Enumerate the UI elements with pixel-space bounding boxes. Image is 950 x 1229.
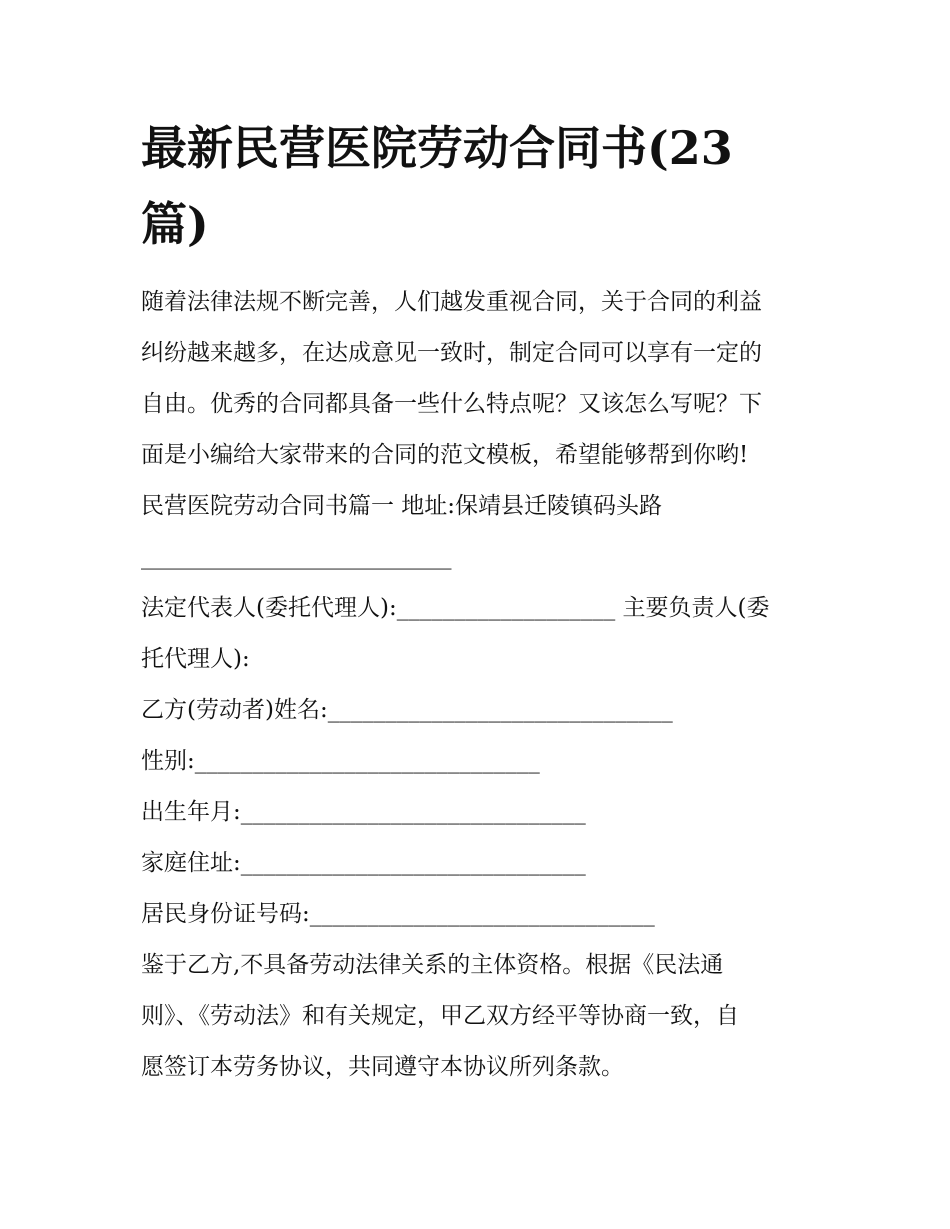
legal-representative-line: 法定代表人(委托代理人):___________________ 主要负责人(委 [141, 595, 770, 621]
title-line-1: 最新民营医院劳动合同书(23 [141, 121, 733, 175]
body-line-1: 随着法律法规不断完善，人们越发重视合同，关于合同的利益 [141, 289, 762, 315]
agent-line: 托代理人): [141, 646, 250, 672]
document-body [141, 277, 831, 1093]
document-title [141, 110, 821, 262]
title-line-2: 篇) [141, 197, 209, 251]
body-line-4: 面是小编给大家带来的合同的范文模板，希望能够帮到你哟! [141, 442, 749, 468]
body-line-3: 自由。优秀的合同都具备一些什么特点呢？又该怎么写呢？下 [141, 391, 762, 417]
worker-name-field: 乙方(劳动者)姓名:______________________________ [141, 697, 673, 723]
gender-field: 性别:______________________________ [141, 748, 540, 774]
agreement-paragraph-line-3: 愿签订本劳务协议，共同遵守本协议所列条款。 [141, 1054, 624, 1080]
agreement-paragraph-line-1: 鉴于乙方,不具备劳动法律关系的主体资格。根据《民法通 [141, 952, 724, 978]
address-blank-line: ___________________________ [141, 544, 452, 570]
agreement-paragraph-line-2: 则》、《劳动法》和有关规定，甲乙双方经平等协商一致，自 [141, 1003, 739, 1029]
home-address-field: 家庭住址:______________________________ [141, 850, 586, 876]
birth-date-field: 出生年月:______________________________ [141, 799, 586, 825]
address-line: 民营医院劳动合同书篇一 地址:保靖县迁陵镇码头路 [141, 493, 663, 519]
body-line-2: 纠纷越来越多，在达成意见一致时，制定合同可以享有一定的 [141, 340, 762, 366]
id-number-field: 居民身份证号码:______________________________ [141, 901, 655, 927]
